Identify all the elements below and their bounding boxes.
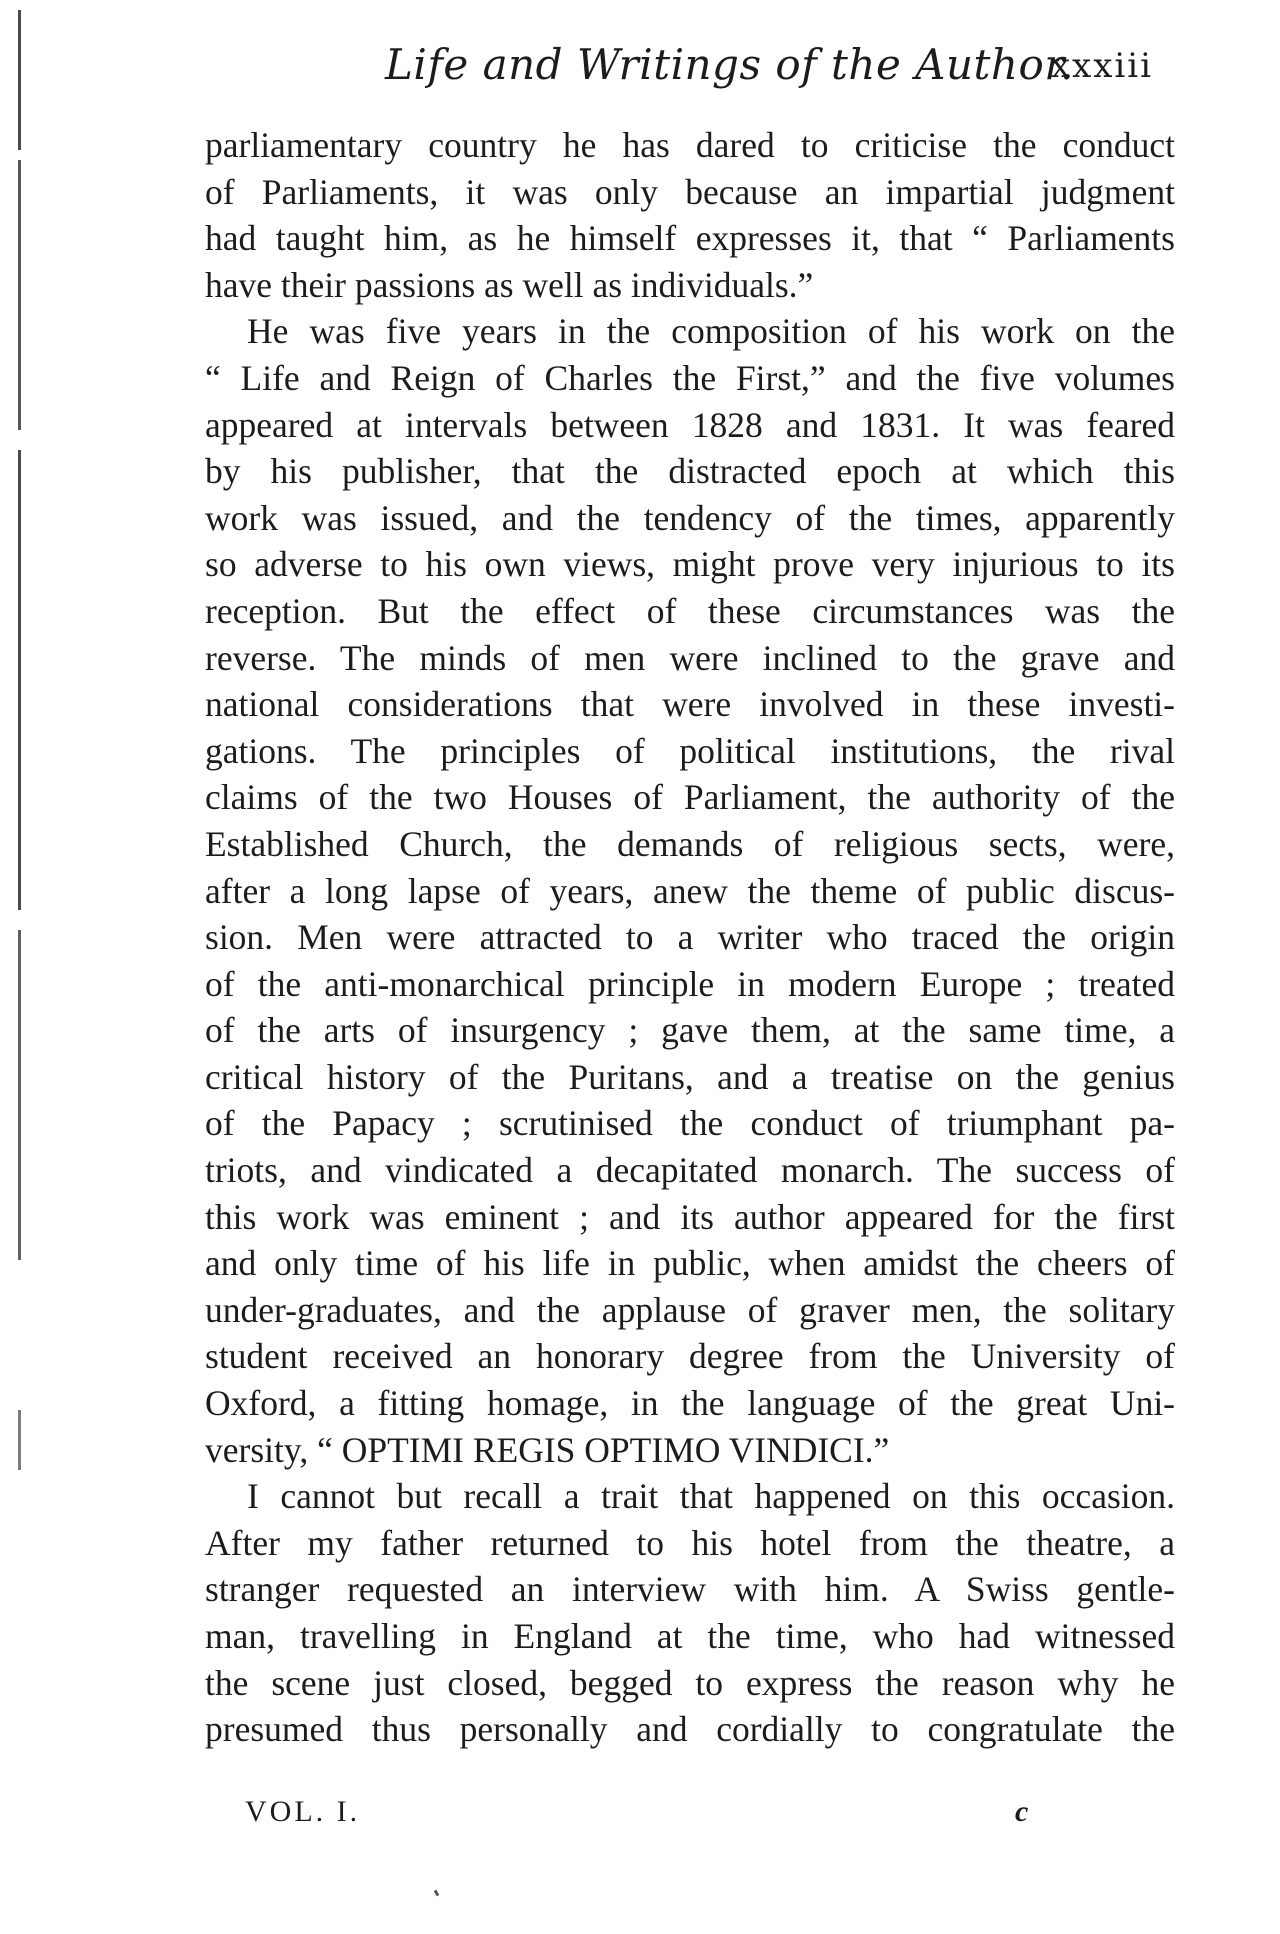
page-edge-shadow [18, 10, 21, 1900]
page-number: xxxiii [1050, 46, 1153, 86]
text-line: under-graduates, and the applause of graver men, the solitary [205, 1289, 1175, 1330]
text-line: parliamentary country he has dared to criticise the conduct [205, 125, 1175, 165]
signature-mark: c [1015, 1795, 1029, 1828]
text-line: reverse. The minds of men were inclined to the grave and [205, 637, 1175, 678]
text-line: and only time of his life in public, when amidst the cheers of [205, 1243, 1175, 1284]
text-line: of the anti-monarchical principle in modern Europe ; treated [205, 963, 1175, 1004]
text-line: I cannot but recall a trait that happened on this occasion. [247, 1476, 1175, 1517]
text-line: man, travelling in England at the time, who had witnessed [205, 1616, 1175, 1656]
text-line: national considerations that were involved in these investi- [205, 684, 1175, 725]
paragraph-1 [205, 122, 1175, 308]
running-header [205, 40, 1165, 100]
text-line: claims of the two Houses of Parliament, the authority of the [205, 777, 1175, 818]
running-title: Life and Writings of the Author. [385, 40, 1075, 89]
text-line: work was issued, and the tendency of the times, apparently [205, 497, 1175, 538]
text-line: Oxford, a fitting homage, in the language of the great Uni- [205, 1383, 1175, 1424]
body-text [205, 122, 1175, 1753]
text-line: student received an honorary degree from the University of [205, 1336, 1175, 1377]
text-line: After my father returned to his hotel from the theatre, a [205, 1522, 1175, 1563]
ink-speck [434, 1890, 440, 1897]
text-line: so adverse to his own views, might prove very injurious to its [205, 544, 1175, 585]
text-line: stranger requested an interview with him. A Swiss gentle- [205, 1569, 1175, 1610]
text-line: of Parliaments, it was only because an impartial judgment [205, 171, 1175, 212]
paragraph-2 [205, 308, 1175, 1473]
text-line: presumed thus personally and cordially to congratulate the [205, 1709, 1175, 1750]
text-line: by his publisher, that the distracted epoch at which this [205, 451, 1175, 492]
text-line: of the arts of insurgency ; gave them, at the same time, a [205, 1010, 1175, 1051]
text-line: appeared at intervals between 1828 and 1831. It was feared [205, 404, 1175, 445]
page-footer [245, 1795, 1045, 1845]
text-line: after a long lapse of years, anew the theme of public discus- [205, 870, 1175, 911]
text-line: “ Life and Reign of Charles the First,” and the five volumes [205, 357, 1175, 398]
text-line: Established Church, the demands of religious sects, were, [205, 823, 1175, 864]
text-line: gations. The principles of political institutions, the rival [205, 730, 1175, 771]
text-line: versity, “ OPTIMI REGIS OPTIMO VINDICI.” [205, 1429, 890, 1470]
text-line: the scene just closed, begged to express the reason why he [205, 1662, 1175, 1703]
text-line: of the Papacy ; scrutinised the conduct of triumphant pa- [205, 1103, 1175, 1144]
volume-mark: VOL. I. [245, 1795, 361, 1828]
text-line: reception. But the effect of these circumstances was the [205, 590, 1175, 631]
text-line: triots, and vindicated a decapitated monarch. The success of [205, 1150, 1175, 1191]
text-line: had taught him, as he himself expresses it, that “ Parliaments [205, 218, 1175, 259]
text-line: this work was eminent ; and its author appeared for the first [205, 1196, 1175, 1237]
text-line: sion. Men were attracted to a writer who traced the origin [205, 917, 1175, 958]
text-line: critical history of the Puritans, and a treatise on the genius [205, 1056, 1175, 1097]
paragraph-3 [205, 1473, 1175, 1753]
text-line: have their passions as well as individuals.” [205, 264, 814, 305]
text-line: He was five years in the composition of his work on the [247, 311, 1175, 352]
